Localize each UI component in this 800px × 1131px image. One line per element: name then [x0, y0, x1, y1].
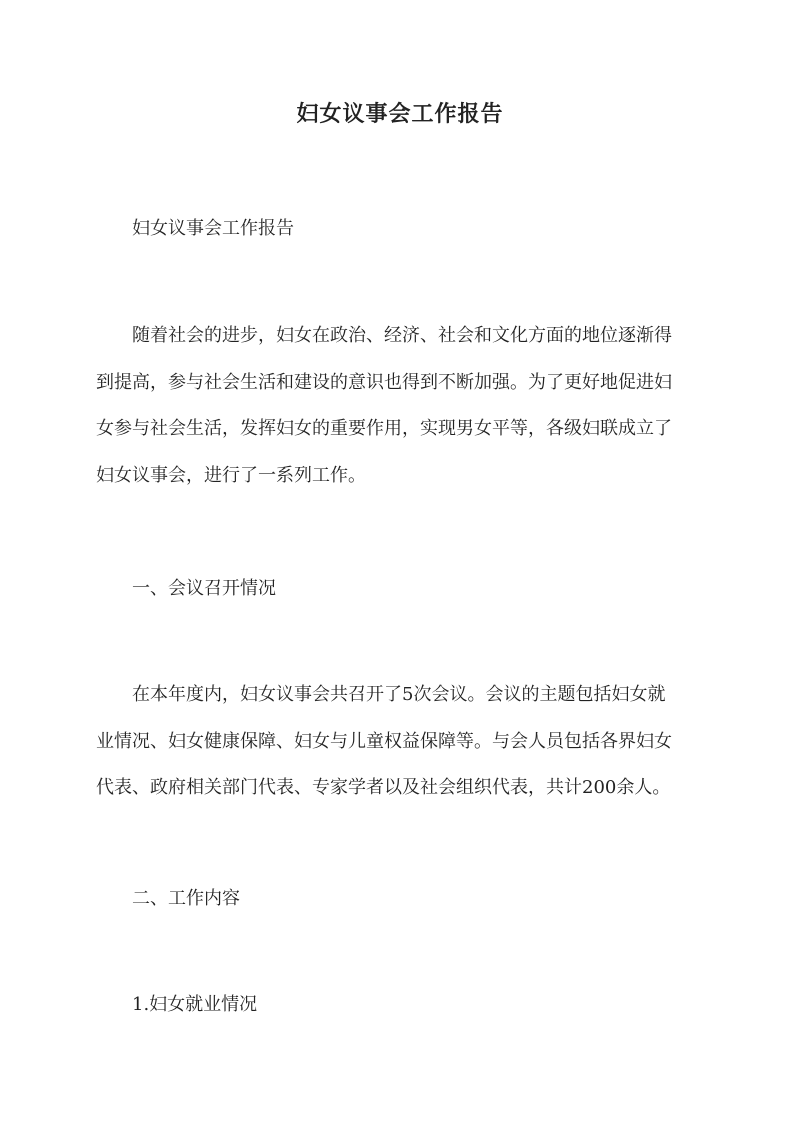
- intro-line: 女参与社会生活，发挥妇女的重要作用，实现男女平等，各级妇联成立了: [96, 418, 672, 440]
- intro-line: 到提高，参与社会生活和建设的意识也得到不断加强。为了更好地促进妇: [96, 371, 672, 393]
- meetings-line: 业情况、妇女健康保障、妇女与儿童权益保障等。与会人员包括各界妇女: [96, 730, 672, 752]
- intro-line: 随着社会的进步，妇女在政治、经济、社会和文化方面的地位逐渐得: [132, 325, 672, 346]
- meetings-paragraph: [96, 672, 706, 812]
- meetings-line: 在本年度内，妇女议事会共召开了5次会议。会议的主题包括妇女就: [132, 684, 666, 705]
- section-heading-meetings: 一、会议召开情况: [132, 578, 276, 599]
- intro-paragraph: [96, 313, 706, 500]
- document-title: 妇女议事会工作报告: [296, 101, 504, 127]
- section-heading-work-content: 二、工作内容: [132, 888, 240, 909]
- document-subtitle: 妇女议事会工作报告: [132, 218, 294, 239]
- subsection-heading-employment: 1.妇女就业情况: [132, 994, 258, 1015]
- intro-line: 妇女议事会，进行了一系列工作。: [96, 465, 366, 487]
- meetings-line: 代表、政府相关部门代表、专家学者以及社会组织代表，共计200余人。: [96, 777, 671, 799]
